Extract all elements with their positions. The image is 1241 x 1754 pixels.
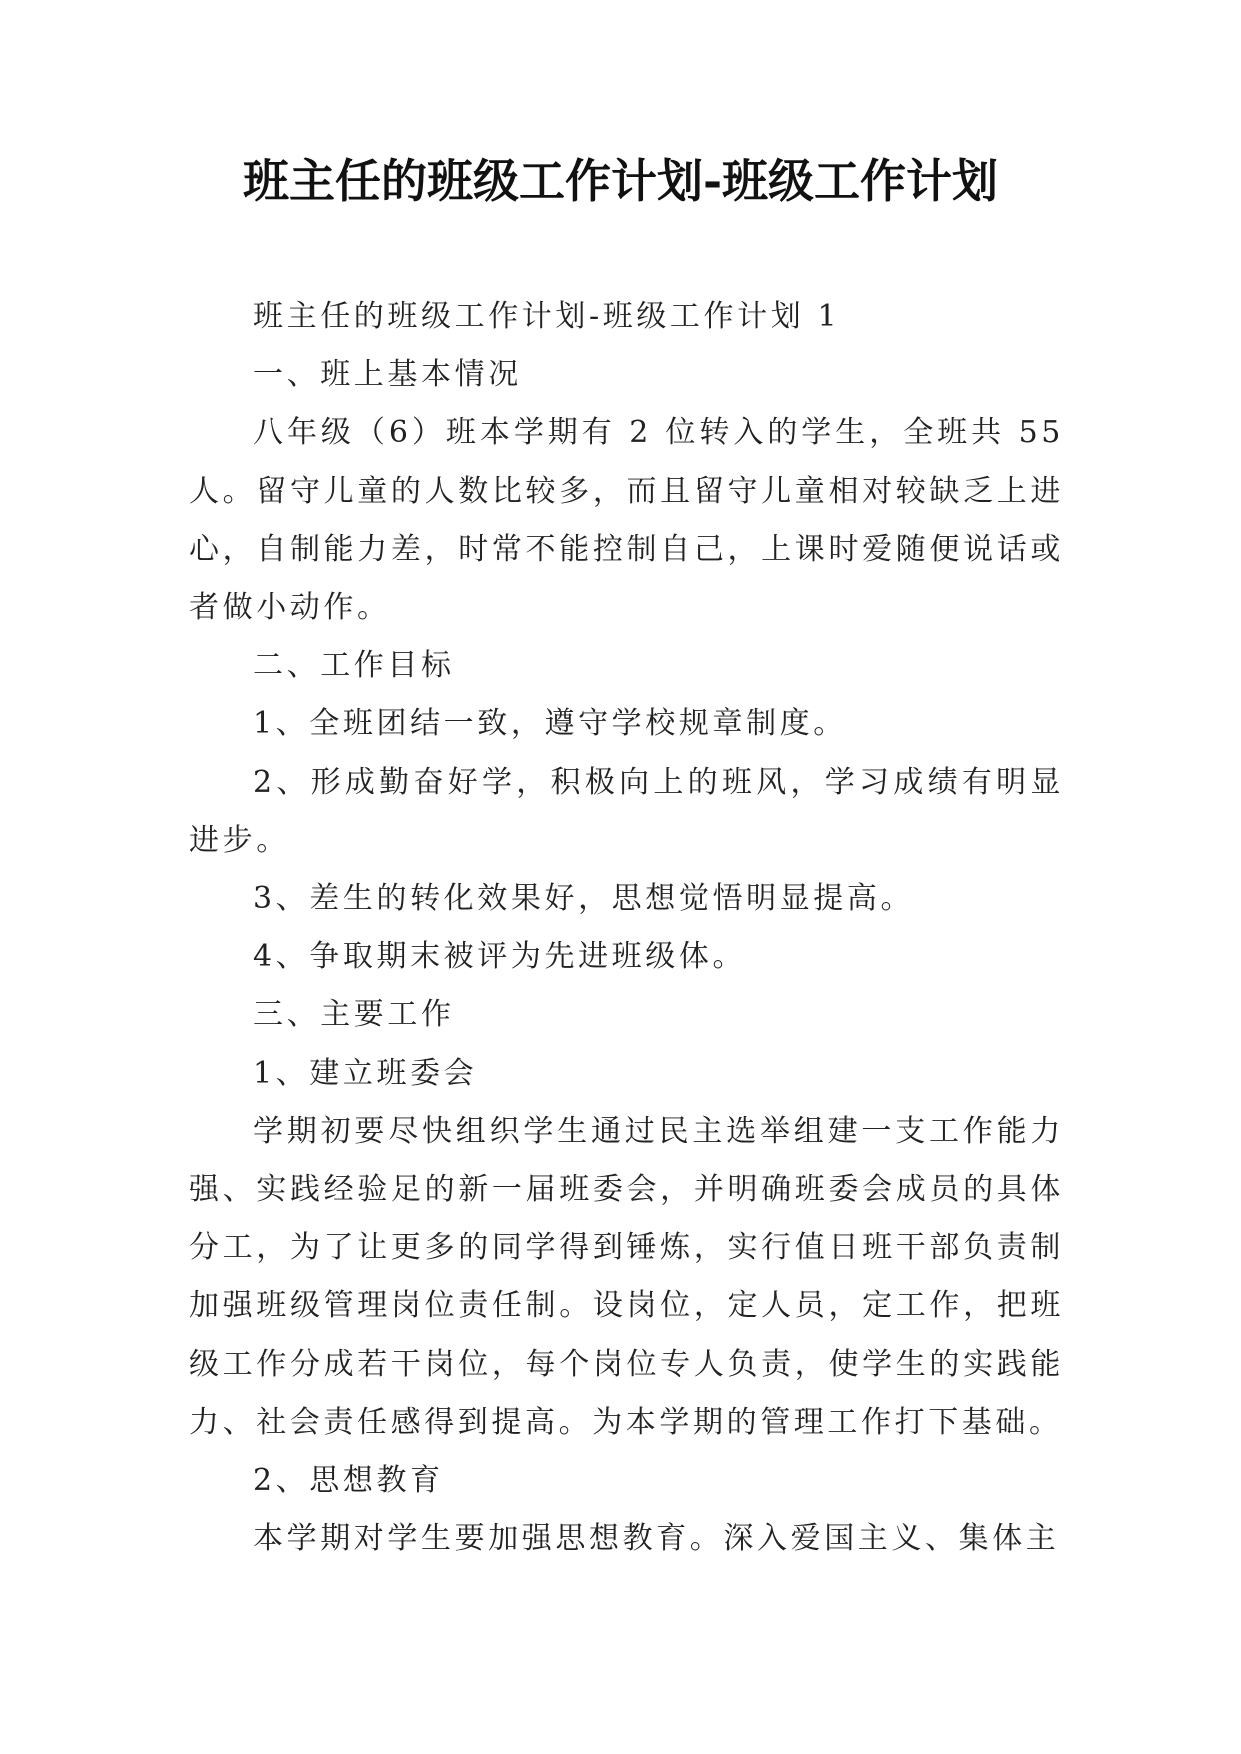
paragraph-subtitle: 班主任的班级工作计划-班级工作计划 1: [253, 299, 841, 334]
list-item-goal-4: 4、争取期末被评为先进班级体。: [253, 939, 747, 975]
document-body: [189, 288, 1064, 1568]
subheading-ideological-education: 2、思想教育: [253, 1463, 444, 1499]
subheading-class-committee: 1、建立班委会: [253, 1055, 478, 1091]
paragraph-ideological-education: 本学期对学生要加强思想教育。深入爱国主义、集体主: [253, 1521, 1060, 1557]
heading-work-goals: 二、工作目标: [253, 648, 455, 684]
paragraph-class-situation: 八年级（6）班本学期有 2 位转入的学生，全班共 55 人。留守儿童的人数比较多，而且留守儿童相对较缺乏上进心，自制能力差，时常不能控制自己，上课时爱随便说话或者做小动作。: [189, 415, 1064, 626]
list-item-goal-3: 3、差生的转化效果好，思想觉悟明显提高。: [253, 881, 915, 917]
heading-main-work: 三、主要工作: [253, 997, 455, 1033]
document-title: 班主任的班级工作计划-班级工作计划: [242, 154, 999, 208]
heading-basic-situation: 一、班上基本情况: [253, 357, 522, 393]
list-item-goal-1: 1、全班团结一致，遵守学校规章制度。: [253, 706, 847, 742]
paragraph-class-committee: 学期初要尽快组织学生通过民主选举组建一支工作能力强、实践经验足的新一届班委会，并明确班委会成员的具体分工，为了让更多的同学得到锤炼，实行值日班干部负责制加强班级管理岗位责任制。设岗位，定人员，定工作，把班级工作分成若干岗位，每个岗位专人负责，使学生的实践能力、社会责任感得到提高。为本学期的管理工作打下基础。: [189, 1113, 1064, 1440]
list-item-goal-2: 2、形成勤奋好学，积极向上的班风，学习成绩有明显进步。: [189, 764, 1064, 858]
